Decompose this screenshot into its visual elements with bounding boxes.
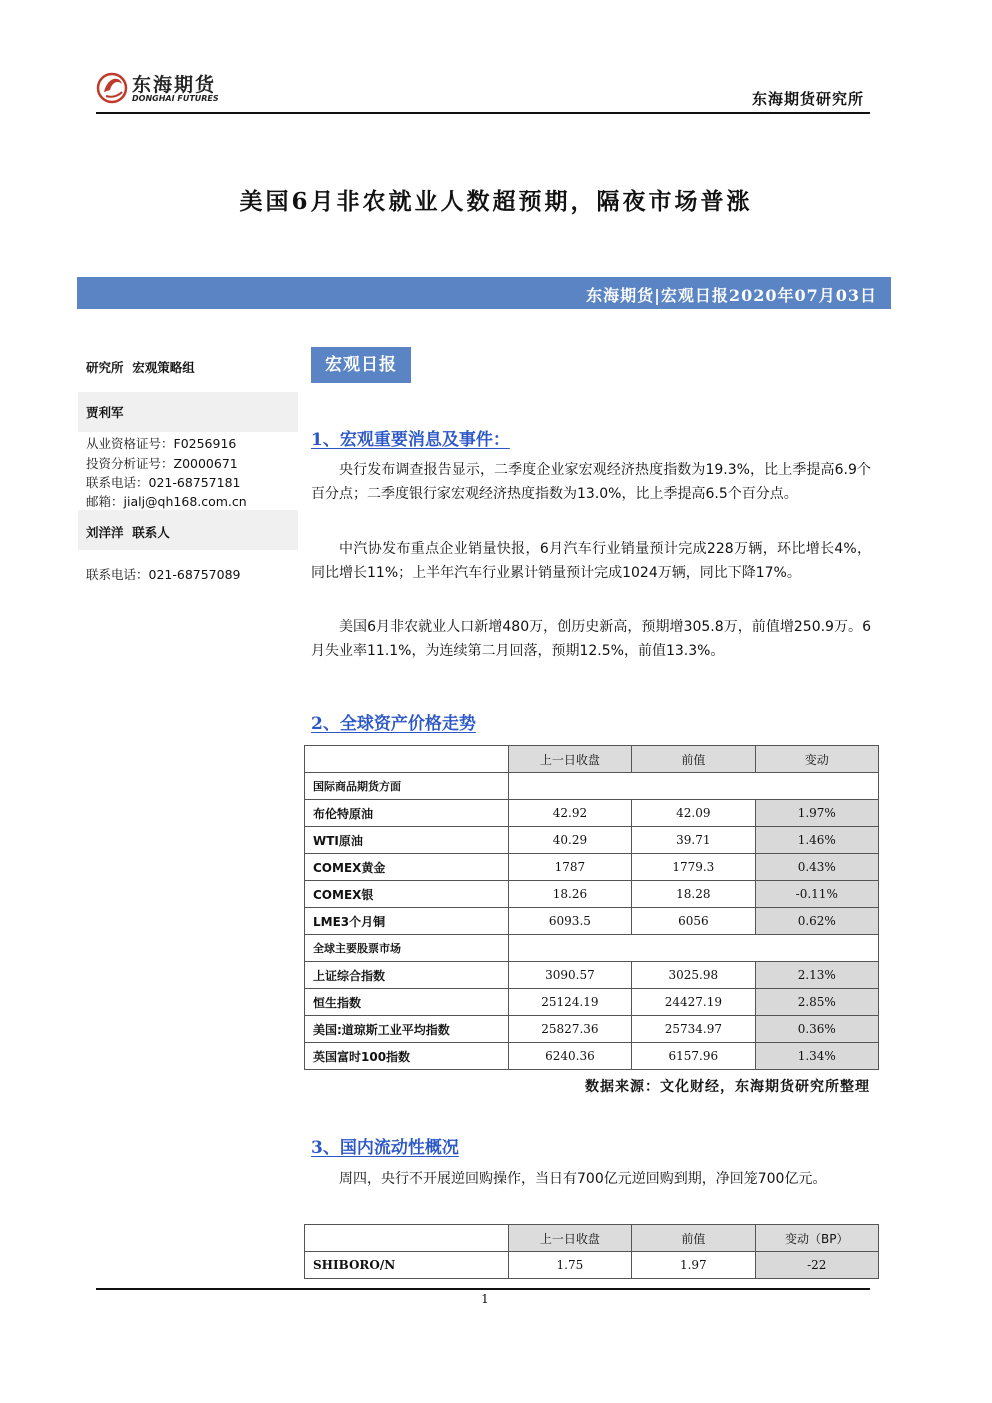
report-tag: 宏观日报 <box>311 347 411 383</box>
last-close: 40.29 <box>508 827 631 854</box>
contact-name: 刘洋洋 联系人 <box>86 525 170 540</box>
change-value: 2.85% <box>755 989 878 1016</box>
change-value: -0.11% <box>755 881 878 908</box>
asset-name: 布伦特原油 <box>305 800 509 827</box>
footer-divider <box>96 1288 870 1290</box>
rate-name: SHIBORO/N <box>305 1252 509 1279</box>
sidebar-dept: 研究所 宏观策略组 <box>86 360 195 375</box>
analyst-name: 贾利军 <box>86 405 124 420</box>
prev-value: 3025.98 <box>632 962 755 989</box>
change-value: 0.62% <box>755 908 878 935</box>
column-header: 变动（BP） <box>755 1225 878 1252</box>
analyst-email: 邮箱：jialj@qh168.com.cn <box>86 494 247 509</box>
section-heading: 2、全球资产价格走势 <box>311 714 476 734</box>
last-close: 42.92 <box>508 800 631 827</box>
group-label: 国际商品期货方面 <box>305 773 509 800</box>
group-spacer <box>508 935 878 962</box>
asset-price-table <box>304 745 879 1070</box>
banner-text: 东海期货|宏观日报2020年07月03日 <box>586 286 877 305</box>
table-corner <box>305 1225 509 1252</box>
qualification-cert: 从业资格证号：F0256916 <box>86 436 237 451</box>
table-row <box>305 1252 879 1279</box>
table-group-row <box>305 935 879 962</box>
prev-value: 25734.97 <box>632 1016 755 1043</box>
asset-name: COMEX黄金 <box>305 854 509 881</box>
prev-value: 24427.19 <box>632 989 755 1016</box>
contact-phone: 联系电话：021-68757089 <box>86 567 241 582</box>
change-value: 1.97% <box>755 800 878 827</box>
prev-value: 18.28 <box>632 881 755 908</box>
table-row <box>305 1016 879 1043</box>
liquidity-paragraph: 周四，央行不开展逆回购操作，当日有700亿元逆回购到期，净回笼700亿元。 <box>339 1171 827 1187</box>
change-value: 0.36% <box>755 1016 878 1043</box>
logo-en-text: DONGHAI FUTURES <box>132 94 219 103</box>
last-close: 1787 <box>508 854 631 881</box>
prev-value: 1779.3 <box>632 854 755 881</box>
prev-value: 1.97 <box>632 1252 755 1279</box>
section-heading: 3、国内流动性概况 <box>311 1138 459 1158</box>
asset-name: WTI原油 <box>305 827 509 854</box>
prev-value: 39.71 <box>632 827 755 854</box>
group-spacer <box>508 773 878 800</box>
prev-value: 6157.96 <box>632 1043 755 1070</box>
header-org: 东海期货研究所 <box>751 90 864 108</box>
last-close: 18.26 <box>508 881 631 908</box>
logo-cn-text: 东海期货 <box>132 74 217 96</box>
page-title: 美国6月非农就业人数超预期，隔夜市场普涨 <box>239 188 753 215</box>
analyst-phone: 联系电话：021-68757181 <box>86 475 241 490</box>
last-close: 3090.57 <box>508 962 631 989</box>
column-header: 前值 <box>632 746 755 773</box>
change-value: 1.46% <box>755 827 878 854</box>
asset-name: 英国富时100指数 <box>305 1043 509 1070</box>
column-header: 前值 <box>632 1225 755 1252</box>
column-header: 上一日收盘 <box>508 1225 631 1252</box>
last-close: 1.75 <box>508 1252 631 1279</box>
date-banner <box>77 277 891 309</box>
table-row <box>305 800 879 827</box>
change-value: -22 <box>755 1252 878 1279</box>
change-value: 1.34% <box>755 1043 878 1070</box>
news-paragraph: 中汽协发布重点企业销量快报，6月汽车行业销量预计完成228万辆，环比增长4%，同比增长11%；上半年汽车行业累计销量预计完成1024万辆，同比下降17%。 <box>311 541 871 581</box>
last-close: 25124.19 <box>508 989 631 1016</box>
table-row <box>305 827 879 854</box>
last-close: 6093.5 <box>508 908 631 935</box>
table-header-row <box>305 1225 879 1252</box>
donghai-logo <box>96 68 236 108</box>
table-row <box>305 1043 879 1070</box>
prev-value: 42.09 <box>632 800 755 827</box>
group-label: 全球主要股票市场 <box>305 935 509 962</box>
last-close: 6240.36 <box>508 1043 631 1070</box>
table-corner <box>305 746 509 773</box>
data-source-note: 数据来源：文化财经，东海期货研究所整理 <box>585 1079 870 1095</box>
column-header: 上一日收盘 <box>508 746 631 773</box>
news-paragraph: 央行发布调查报告显示，二季度企业家宏观经济热度指数为19.3%，比上季提高6.9个百分点；二季度银行家宏观经济热度指数为13.0%，比上季提高6.5个百分点。 <box>311 462 871 502</box>
page-number: 1 <box>481 1292 489 1306</box>
table-row <box>305 854 879 881</box>
table-row <box>305 881 879 908</box>
table-row <box>305 989 879 1016</box>
table-header-row <box>305 746 879 773</box>
asset-name: LME3个月铜 <box>305 908 509 935</box>
prev-value: 6056 <box>632 908 755 935</box>
table-row <box>305 908 879 935</box>
news-paragraph: 美国6月非农就业人口新增480万，创历史新高，预期增305.8万，前值增250.9万。6月失业率11.1%，为连续第二月回落，预期12.5%，前值13.3%。 <box>311 619 871 659</box>
section-heading: 1、宏观重要消息及事件： <box>311 430 510 450</box>
change-value: 2.13% <box>755 962 878 989</box>
column-header: 变动 <box>755 746 878 773</box>
liquidity-table <box>304 1224 879 1279</box>
asset-name: 上证综合指数 <box>305 962 509 989</box>
asset-name: COMEX银 <box>305 881 509 908</box>
analysis-cert: 投资分析证号：Z0000671 <box>86 456 238 471</box>
asset-name: 美国:道琼斯工业平均指数 <box>305 1016 509 1043</box>
header-divider <box>96 112 870 114</box>
change-value: 0.43% <box>755 854 878 881</box>
asset-name: 恒生指数 <box>305 989 509 1016</box>
last-close: 25827.36 <box>508 1016 631 1043</box>
table-row <box>305 962 879 989</box>
table-group-row <box>305 773 879 800</box>
